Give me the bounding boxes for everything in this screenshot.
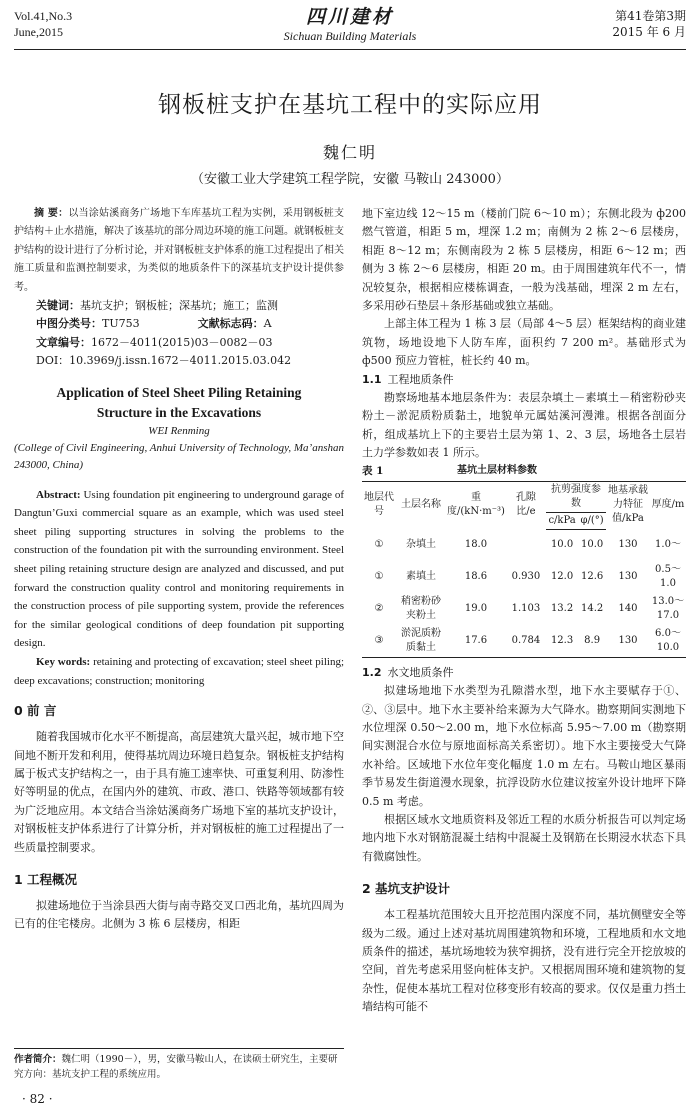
paper-author: 魏仁明 <box>322 143 377 162</box>
title-en: Application of Steel Sheet Piling Retaining Structure in the Excavations <box>56 384 302 420</box>
table-cell-gamma: 18.6 <box>464 571 488 583</box>
table-cell-code: ② <box>374 603 384 615</box>
author-en: WEI Renming <box>148 424 210 437</box>
table-cell-c: 10.0 <box>550 539 574 551</box>
section-1-2-heading: 1.2 水文地质条件 <box>362 665 454 679</box>
table-cell-h: 1.0～ <box>655 539 681 551</box>
table-cell-h: 13.0～17.0 <box>651 596 685 622</box>
section-0-text: 随着我国城市化水平不断提高，高层建筑大量兴起，城市地下空间地不断开发和利用，使得基坑周边环境日趋复杂。钢板桩支护结构属于板式支护结构之一，由于具有施工速率快、可重复利用、防渗性好等明显的优点，在国内外的建筑、市政、港口、铁路等领域都有较为广泛地应用。本文结合当涂姑溪商务广场地下室的基坑支护设计，对钢板桩支护体系进行了计算分析，并对钢板桩的施工过程提出了一些质量控制要求。 <box>14 730 344 854</box>
table-cell-e: 0.784 <box>511 634 541 646</box>
table-cell-c: 12.3 <box>550 634 574 646</box>
table-cell-h: 0.5～1.0 <box>655 564 681 590</box>
header-center <box>14 6 686 44</box>
table-cell-gamma: 19.0 <box>464 603 488 615</box>
volume-issue-cn: 第41卷第3期 <box>615 9 686 23</box>
table-cell-c: 13.2 <box>550 603 574 615</box>
left-column <box>14 205 344 934</box>
right-column <box>362 205 686 1017</box>
table-row <box>362 593 686 625</box>
table-cell-phi: 14.2 <box>580 603 604 615</box>
issue-date-cn: 2015 年 6 月 <box>612 25 686 39</box>
section-1-text-c: 上部主体工程为 1 栋 3 层（局部 4～5 层）框架结构的商业建筑物，场地设地下人防车库，面积约 7 200 m²。基础形式为 ф500 预应力管桩，桩长约 40 m。 <box>362 317 686 368</box>
table-cell-code: ① <box>374 571 384 583</box>
table-cell-name: 素填土 <box>406 571 436 583</box>
table-cell-fak: 130 <box>618 539 638 551</box>
journal-name-en: Sichuan Building Materials <box>283 29 417 43</box>
table-cell-code: ③ <box>374 634 384 646</box>
section-2-heading: 2 基坑支护设计 <box>362 881 451 897</box>
section-0-heading: 0 前 言 <box>14 703 57 719</box>
header-right <box>612 8 686 40</box>
section-1-text-b: 地下室边线 12～15 m（楼前门院 6～10 m）；东侧北段为 ф200 燃气管道，相距 5 m，埋深 1.2 m；南侧为 2 栋 2～6 层楼房，相距 8～12 m；东侧南段为 2 栋 5 层楼房，相距 6～12 m；西侧为 3 栋 2～6 层楼房，相距 20 m。由于周围建筑年代不一，情况较复杂，根据相应楼栋调查，一般为浅基础，埋深 2 m 左右，多采用砂石垫层＋条形基础或独立基础。 <box>362 207 686 313</box>
table-cell-fak: 140 <box>618 603 638 615</box>
table-cell-fak: 130 <box>618 571 638 583</box>
page-header <box>14 6 686 50</box>
abstract-cn-text: 以当涂姑溪商务广场地下车库基坑工程为实例，采用钢板桩支护结构＋止水措施，解决了该基坑的部分周边环境的施工问题。就钢板桩支护结构的设计进行了分析讨论，并对钢板桩支护体系的施工过程提出了相关施工质量和监测控制要求，为类似的地质条件下的深基坑支护设计提供参考。 <box>14 208 345 293</box>
section-2-text: 本工程基坑范围较大且开挖范围内深度不同，基坑侧壁安全等级为二级。通过上述对基坑周围建筑物和环境，工程地质和水文地质条件的描述，基坑场地较为狭窄拥挤，没有进行完全开挖放坡的空间，首先考虑采用竖向桩体支护。又根据周围环境和建筑物的复杂性，促使本基坑工程对位移变形有较高的要求。仅仅是重力挡土墙结构可能不 <box>362 908 686 1014</box>
table-cell-code: ① <box>374 539 384 551</box>
volume-issue: Vol.41,No.3 <box>14 9 73 23</box>
section-1-text-a: 拟建场地位于当涂县西大街与南寺路交叉口西北角，基坑四周为已有的住宅楼房。北侧为 3 栋 6 层楼房，相距 <box>14 899 344 931</box>
table-cell-phi: 8.9 <box>584 634 601 646</box>
table-1-caption: 表 1 基坑土层材料参数 <box>362 464 537 477</box>
table-cell-phi: 12.6 <box>580 571 604 583</box>
table-cell-name: 稍密粉砂夹粉土 <box>401 596 441 622</box>
table-cell-c: 12.0 <box>550 571 574 583</box>
section-1-heading: 1 工程概况 <box>14 872 78 888</box>
abstract-en: Abstract: Using foundation pit engineering to underground garage of Dangtun’Guxi commercial square as an example, which was used steel sheet piling supporting structures in solving the problems to the construction of the foundation pit with the surrounding environment. Steel sheet piling retaining structure design are analyzed and discussed, and put forward the construction quality control and monitoring requirements in the construction process of pile supporting system, provide the references for the similar geological conditions of deep foundation pit supporting design. <box>14 488 344 650</box>
section-1-2-text-b: 根据区域水文地质资料及邻近工程的水质分析报告可以判定场地内地下水对钢筋混凝土结构中混凝土及钢筋在长期浸水状态下具有微腐蚀性。 <box>362 812 686 863</box>
table-cell-gamma: 17.6 <box>464 634 488 646</box>
author-affiliation: （安徽工业大学建筑工程学院，安徽 马鞍山 243000） <box>191 172 509 187</box>
table-cell-name: 杂填土 <box>406 539 436 551</box>
keywords-cn: 关键词：基坑支护；钢板桩；深基坑；施工；监测 <box>36 299 278 313</box>
doi: DOI：10.3969/j.issn.1672－4011.2015.03.042 <box>36 354 292 368</box>
section-1-2-text-a: 拟建场地地下水类型为孔隙潜水型，地下水主要赋存于①、②、③层中。地下水主要补给来源为大气降水。勘察期间实测地下水位埋深 0.50～2.00 m，地下水位标高 5.95～7.00 m（勘察期间实测混合水位与原地面标高关系密切）。地下水主要接受大气降水补给。区域地下水位年变化幅度 1.0 m 左右。马鞍山地区暴雨季节易发生街道漫水现象，抗浮设防水位建议按室外设计地坪下降 0.5 m 考虑。 <box>362 684 686 808</box>
table-cell-e: 1.103 <box>511 603 541 615</box>
table-row <box>362 625 686 657</box>
paper-title: 钢板桩支护在基坑工程中的实际应用 <box>158 92 542 118</box>
journal-logo: 四川建材 <box>305 6 394 28</box>
table-cell-h: 6.0～10.0 <box>655 627 681 653</box>
footnote: 作者简介：魏仁明（1990－），男，安徽马鞍山人，在读硕士研究生，主要研究方向：基坑支护工程的系统应用。 <box>14 1048 344 1082</box>
table-cell-e <box>506 529 546 561</box>
issue-date: June,2015 <box>14 25 63 39</box>
table-cell-gamma: 18.0 <box>464 539 488 551</box>
table-cell-fak: 130 <box>618 634 638 646</box>
affiliation-en: (College of Civil Engineering, Anhui University of Technology, Ma’anshan 243000, China) <box>14 441 344 471</box>
table-cell-e: 0.930 <box>511 571 541 583</box>
clc-line: 中图分类号：TU753 文献标志码：A <box>36 317 272 331</box>
table-row <box>362 561 686 593</box>
page-number: · 82 · <box>22 1092 53 1106</box>
section-1-1-text: 勘察场地基本地层条件为：表层杂填土－素填土－稍密粉砂夹粉土－淤泥质粉质黏土，地貌单元属姑溪河漫滩。根据各剖面分析，组成基坑上下的主要岩土层为第 1、2、3 层，场地各土层岩土力学参数如表 1 所示。 <box>362 391 686 460</box>
section-1-1-heading: 1.1 工程地质条件 <box>362 372 454 386</box>
keywords-en: Key words: retaining and protecting of excavation; steel sheet piling; deep excavations; construction; monitoring <box>14 656 345 687</box>
table-row <box>362 529 686 561</box>
abstract-cn-label: 摘 要： <box>34 208 69 219</box>
abstract-cn <box>14 205 344 297</box>
article-number: 文章编号：1672－4011(2015)03－0082－03 <box>36 335 273 349</box>
table-1: 地层代号 土层名称 重度/(kN·m⁻³) 孔隙比/e 抗剪强度参数 地基承载力特征值/kPa 厚度/m c/kPa φ/(°) ① 杂填土 18.0 10.0 10.0 130 1.0～ ① 素填土 18.6 0.930 12.0 12.6 130 0.5～1.0 ② 稍密粉砂夹粉土 19.0 1.103 13.2 14.2 140 13.0～17.0 ③ 淤泥质粉质黏土 17.6 0.784 12.3 8.9 130 6.0～10.0 <box>362 481 686 658</box>
table-cell-phi: 10.0 <box>580 539 604 551</box>
table-cell-name: 淤泥质粉质黏土 <box>401 627 441 653</box>
